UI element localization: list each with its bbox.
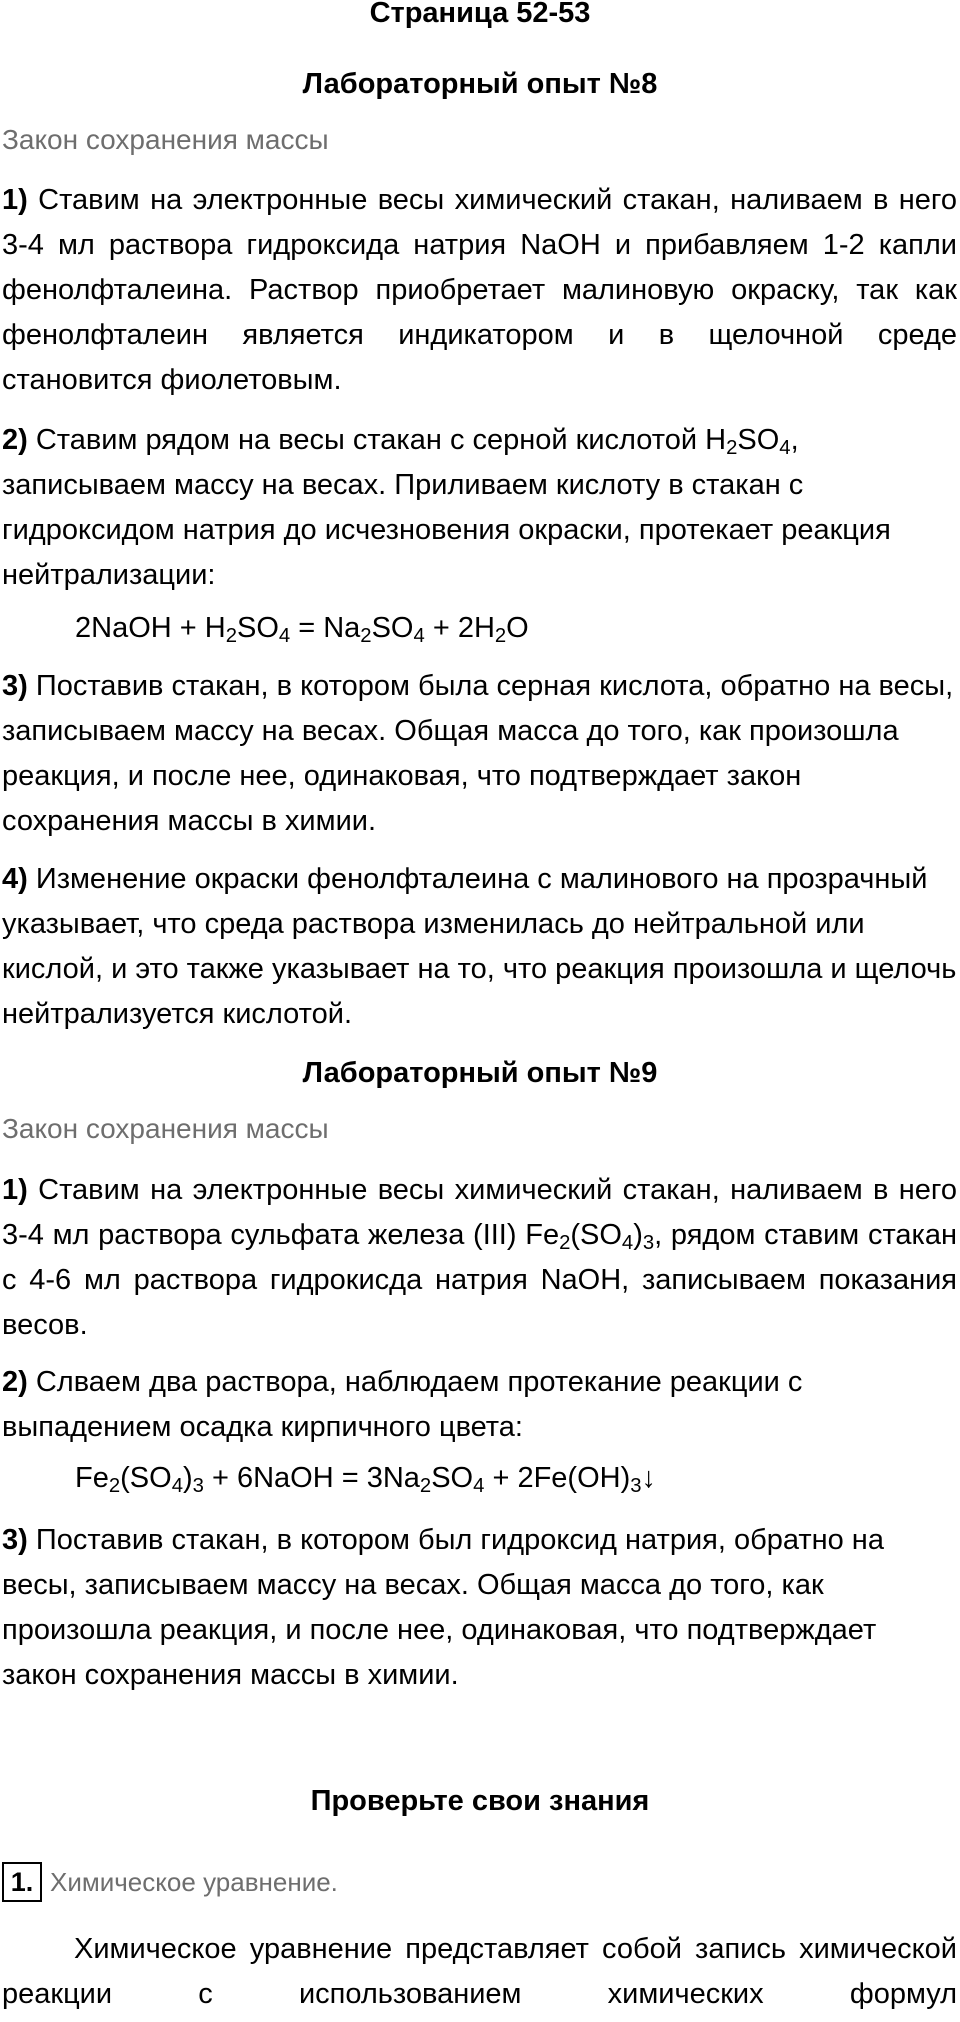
subscript: 2 (108, 1475, 121, 1498)
subscript: 4 (413, 625, 425, 648)
subscript: 4 (621, 1232, 634, 1255)
eq-part: + 2H (424, 612, 495, 644)
subscript: 3 (192, 1475, 204, 1498)
step-text: ) (633, 1219, 643, 1251)
step-number: 4) (2, 863, 28, 895)
step-text: Поставив стакан, в котором был гидроксид натрия, обратно на весы, записываем массу на весах. Общая масса до того, как произошла реакция, и после нее, одинаковая, что подтверждает закон сохранения массы в химии. (2, 1524, 884, 1691)
subscript: 4 (779, 437, 791, 460)
exp9-step-2 (2, 1360, 957, 1450)
exp8-step-3 (2, 664, 957, 844)
question-label: Химическое уравнение. (50, 1866, 338, 1897)
exp9-step-3 (2, 1518, 957, 1698)
eq-part: + 2Fe(OH) (484, 1462, 631, 1494)
step-text: SO (737, 424, 780, 456)
step-text: Ставим на электронные весы химический стакан, наливаем в него 3-4 мл раствора сульфата железа (III) Fe (2, 1174, 957, 1251)
question-1 (2, 1862, 338, 1902)
step-text: , записываем массу на весах. Приливаем кислоту в стакан с гидроксидом натрия до исчезновения окраски, протекает реакция нейтрализации: (2, 424, 891, 591)
step-text: (SO (570, 1219, 622, 1251)
exp8-heading: Лабораторный опыт №8 (302, 68, 658, 100)
eq-part: (SO (120, 1462, 172, 1494)
question-number-box: 1. (2, 1862, 42, 1902)
eq-part: = Na (290, 612, 361, 644)
exp9-topic: Закон сохранения массы (2, 1113, 329, 1144)
eq-part: SO (371, 612, 414, 644)
exp9-equation (75, 1462, 657, 1498)
subscript: 2 (494, 625, 507, 648)
check-heading: Проверьте свои знания (310, 1785, 650, 1817)
subscript: 2 (360, 625, 372, 648)
eq-part: 2NaOH + H (75, 612, 226, 644)
subscript: 3 (642, 1232, 655, 1255)
eq-part: O (506, 612, 529, 644)
subscript: 3 (630, 1475, 642, 1498)
subscript: 4 (171, 1475, 183, 1498)
page-title: Страница 52-53 (369, 0, 591, 29)
answer-1: Химическое уравнение представляет собой запись химической реакции с использованием химических формул (2, 1933, 957, 2010)
eq-part: SO (236, 612, 279, 644)
exp9-step-1 (2, 1168, 957, 1348)
eq-part: SO (431, 1462, 474, 1494)
step-text: , рядом ставим стакан с 4-6 мл раствора гидрокисда натрия NaOH, записываем показания весов. (2, 1219, 958, 1341)
subscript: 4 (473, 1475, 485, 1498)
down-arrow-icon: ↓ (641, 1462, 657, 1494)
subscript: 4 (278, 625, 291, 648)
step-number: 3) (2, 670, 28, 702)
step-number: 2) (2, 1366, 28, 1398)
step-text: Слваем два раствора, наблюдаем протекание реакции с выпадением осадка кирпичного цвета: (2, 1366, 803, 1443)
step-number: 1) (2, 1174, 28, 1206)
subscript: 2 (726, 437, 738, 460)
exp8-equation (75, 612, 529, 648)
subscript: 2 (559, 1232, 571, 1255)
step-number: 1) (2, 184, 28, 216)
eq-part: Fe (75, 1462, 109, 1494)
eq-part: ) (182, 1462, 193, 1494)
step-text: Ставим на электронные весы химический стакан, наливаем в него 3-4 мл раствора гидроксида натрия NaOH и прибавляем 1-2 капли фенолфталеина. Раствор приобретает малиновую окраску, так как фенолфталеин является индикатором и в щелочной среде становится фиолетовым. (2, 184, 957, 396)
exp8-topic: Закон сохранения массы (2, 124, 329, 155)
exp8-step-1 (2, 178, 957, 403)
step-number: 3) (2, 1524, 28, 1556)
exp8-step-2 (2, 418, 957, 598)
subscript: 2 (225, 625, 237, 648)
step-text: Изменение окраски фенолфталеина с малинового на прозрачный указывает, что среда раствора изменилась до нейтральной или кислой, и это также указывает на то, что реакция произошла и щелочь нейтрализуется кислотой. (2, 863, 957, 1030)
subscript: 2 (419, 1475, 432, 1498)
step-text: Ставим рядом на весы стакан с серной кислотой H (35, 424, 727, 456)
step-text: Поставив стакан, в котором была серная кислота, обратно на весы, записываем массу на весах. Общая масса до того, как произошла реакция, и после нее, одинаковая, что подтверждает закон сохранения массы в химии. (2, 670, 954, 837)
step-number: 2) (2, 424, 28, 456)
exp8-step-4 (2, 857, 957, 1037)
eq-part: + 6NaOH = 3Na (203, 1462, 420, 1494)
exp9-heading: Лабораторный опыт №9 (302, 1057, 658, 1089)
